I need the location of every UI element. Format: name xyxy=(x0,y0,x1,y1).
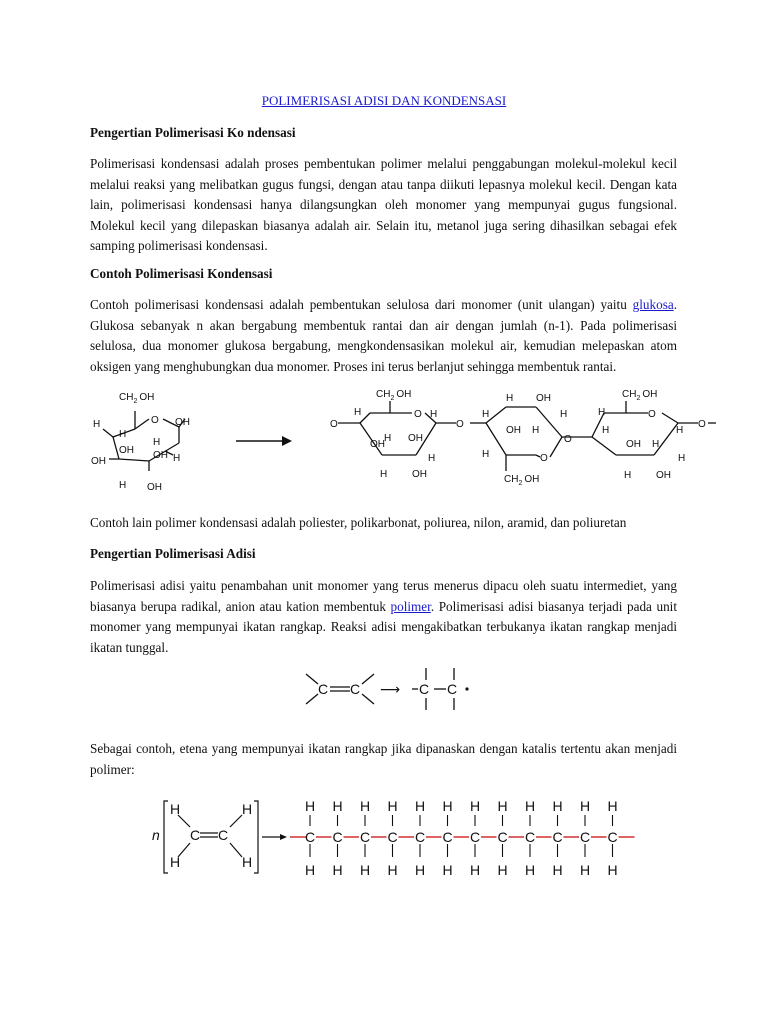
chain-sub-2: 2 xyxy=(518,480,523,487)
paragraph-kondensasi-example xyxy=(90,295,677,377)
glucose-oh-label: OH xyxy=(139,392,155,403)
polymer-hydrogen: H xyxy=(552,798,563,814)
polymer-carbon: C xyxy=(579,829,591,845)
polymer-hydrogen: H xyxy=(387,862,398,878)
polymer-carbon: C xyxy=(359,829,371,845)
chain-ring-oxygen: O xyxy=(648,409,656,420)
polymer-hydrogen: H xyxy=(579,798,591,814)
polymer-hydrogen: H xyxy=(607,862,618,878)
polymer-hydrogen: H xyxy=(524,862,536,878)
glucose-h-label: H xyxy=(93,419,101,430)
adisi-carbon: C xyxy=(447,681,458,697)
reaction-arrow xyxy=(236,434,292,448)
chain-h-label: H xyxy=(560,409,568,420)
page-title[interactable]: POLIMERISASI ADISI DAN KONDENSASI xyxy=(261,93,507,108)
chain-h-label: H xyxy=(506,393,514,404)
polymer-carbon: C xyxy=(497,829,508,845)
chain-sub-2: 2 xyxy=(390,395,395,402)
polymer-hydrogen: H xyxy=(579,862,591,878)
etena-polymer-diagram xyxy=(150,795,630,880)
etena-h: H xyxy=(242,854,253,870)
polymer-carbon: C xyxy=(524,829,536,845)
chain-h-label: H xyxy=(624,470,632,481)
polymer-hydrogen: H xyxy=(524,798,536,814)
cellulose-chain-structure xyxy=(330,385,720,495)
glukosa-link[interactable]: glukosa xyxy=(632,297,674,312)
chain-oh-label: OH xyxy=(412,469,427,480)
glucose-sub-2: 2 xyxy=(133,398,138,405)
paragraph-text: Polimerisasi adisi yaitu penambahan unit monomer yang terus menerus dipacu oleh suatu intermediet, yang biasanya berupa radikal, anion atau kation membentuk xyxy=(90,578,677,614)
svg-text:CH2OH xyxy=(376,389,411,402)
adisi-carbon: C xyxy=(419,681,430,697)
polymer-hydrogen: H xyxy=(442,798,453,814)
etena-c: C xyxy=(190,827,201,843)
polymer-hydrogen: H xyxy=(552,862,563,878)
heading-kondensasi-example: Contoh Polimerisasi Kondensasi xyxy=(90,266,273,281)
glucose-oh-label: OH xyxy=(147,482,162,493)
glucose-ch2-label: CH xyxy=(119,392,134,403)
paragraph-kondensasi-more: Contoh lain polimer kondensasi adalah poliester, polikarbonat, poliurea, nilon, aramid, dan poliuretan xyxy=(90,515,627,530)
chain-ch2-label: CH xyxy=(504,474,519,485)
polymer-carbon: C xyxy=(332,829,343,845)
polymer-hydrogen: H xyxy=(359,862,371,878)
polymer-hydrogen: H xyxy=(304,862,316,878)
adisi-carbon: C xyxy=(318,681,329,697)
chain-h-label: H xyxy=(380,469,388,480)
chain-ring-oxygen: O xyxy=(540,453,548,464)
glucose-h-label: H xyxy=(119,429,127,440)
polymer-carbon: C xyxy=(414,829,426,845)
chain-h-label: H xyxy=(430,409,438,420)
adisi-carbon: C xyxy=(350,681,361,697)
chain-end-oxygen: O xyxy=(698,419,706,430)
chain-h-label: H xyxy=(384,433,392,444)
chain-oh-label: OH xyxy=(524,474,540,485)
chain-h-label: H xyxy=(598,407,606,418)
glucose-oh-label: OH xyxy=(119,445,134,456)
polymer-hydrogen: H xyxy=(414,798,426,814)
paragraph-adisi-definition xyxy=(90,576,677,658)
chain-h-label: H xyxy=(678,453,686,464)
polymer-carbon: C xyxy=(469,829,481,845)
svg-text:CH2OH xyxy=(504,474,539,487)
chain-oh-label: OH xyxy=(408,433,423,444)
etena-h: H xyxy=(242,801,253,817)
chain-oh-label: OH xyxy=(626,439,641,450)
glucose-h-label: H xyxy=(119,480,127,491)
chain-ring-oxygen: O xyxy=(414,409,422,420)
heading-kondensasi-definition: Pengertian Polimerisasi Ko ndensasi xyxy=(90,125,296,140)
polymer-hydrogen: H xyxy=(414,862,426,878)
paragraph-text: Contoh polimerisasi kondensasi adalah pembentukan selulosa dari monomer (unit ulangan) yaitu xyxy=(90,297,633,312)
chain-oh-label: OH xyxy=(396,389,412,400)
polymer-hydrogen: H xyxy=(607,798,618,814)
etena-h: H xyxy=(170,801,181,817)
etena-n-label: n xyxy=(152,827,160,843)
heading-adisi-definition: Pengertian Polimerisasi Adisi xyxy=(90,546,256,561)
polymer-carbon: C xyxy=(442,829,453,845)
paragraph-text: . Polimerisasi adisi biasanya terjadi pada unit monomer yang mempunyai ikatan rangkap. Reaksi adisi mengakibatkan terbukanya ikatan rangkap menjadi ikatan tunggal. xyxy=(90,598,677,655)
glucose-h-label: H xyxy=(173,453,181,464)
chain-oh-label: OH xyxy=(536,393,551,404)
etena-c: C xyxy=(218,827,229,843)
polymer-hydrogen: H xyxy=(304,798,316,814)
glucose-h-label: H xyxy=(153,437,161,448)
polymer-hydrogen: H xyxy=(497,862,508,878)
chain-h-label: H xyxy=(354,407,362,418)
polymer-carbon: C xyxy=(552,829,563,845)
chain-oh-label: OH xyxy=(370,439,385,450)
chain-sub-2: 2 xyxy=(636,395,641,402)
glucose-oh-label: OH xyxy=(153,450,168,461)
svg-text:CH2OH xyxy=(119,392,154,405)
paragraph-adisi-example: Sebagai contoh, etena yang mempunyai ikatan rangkap jika dipanaskan dengan katalis tertentu akan menjadi polimer: xyxy=(90,741,677,777)
chain-oh-label: OH xyxy=(642,389,658,400)
chain-h-label: H xyxy=(532,425,540,436)
chain-h-label: H xyxy=(652,439,660,450)
glucose-ring-oxygen: O xyxy=(151,415,159,426)
polymer-hydrogen: H xyxy=(469,798,481,814)
chain-oxygen: O xyxy=(330,419,338,430)
chain-bridge-oxygen: O xyxy=(456,419,464,430)
adisi-arrow: ⟶ xyxy=(380,681,401,697)
chain-oh-label: OH xyxy=(656,470,671,481)
polymer-carbon: C xyxy=(304,829,316,845)
glucose-oh-label: OH xyxy=(91,456,106,467)
polymer-hydrogen: H xyxy=(387,798,398,814)
paragraph-text: . Glukosa sebanyak n akan bergabung membentuk rantai dan air dengan jumlah (n-1). Pada polimerisasi selulosa, dua monomer glukosa bergabung, mengkondensasikan molekul air, kemudian melepaskan atom oksigen yang menghubungkan dua monomer. Proses ini terus berlanjut sehingga membentuk rantai. xyxy=(90,297,677,374)
polymer-hydrogen: H xyxy=(497,798,508,814)
chain-h-label: H xyxy=(676,425,684,436)
chain-h-label: H xyxy=(428,453,436,464)
chain-bridge-oxygen: O xyxy=(564,434,572,445)
chain-oh-label: OH xyxy=(506,425,521,436)
polymer-hydrogen: H xyxy=(332,862,343,878)
polymer-hydrogen: H xyxy=(469,862,481,878)
paragraph-kondensasi-definition: Polimerisasi kondensasi adalah proses pembentukan polimer melalui penggabungan molekul-molekul kecil melalui reaksi yang melibatkan gugus fungsi, dengan atau tanpa diikuti lepasnya molekul kecil. Dengan kata lain, polimerisasi kondensasi hanya dilangsungkan oleh monomer yang mempunyai gugus fungsional. Molekul kecil yang dilepaskan biasanya adalah air. Selain itu, metanol juga sering dihasilkan sebagai efek samping polimerisasi kondensasi. xyxy=(90,156,677,253)
polymer-hydrogen: H xyxy=(442,862,453,878)
polymer-carbon: C xyxy=(607,829,618,845)
polymer-hydrogen: H xyxy=(332,798,343,814)
chain-h-label: H xyxy=(602,425,610,436)
polymer-hydrogen: H xyxy=(359,798,371,814)
polyethylene-chain xyxy=(262,798,635,878)
adisi-reaction-diagram xyxy=(300,662,480,716)
polymer-carbon: C xyxy=(387,829,398,845)
svg-text:CH2OH xyxy=(622,389,657,402)
chain-h-label: H xyxy=(482,409,490,420)
glucose-oh-label: OH xyxy=(175,417,190,428)
chain-ch2-label: CH xyxy=(376,389,391,400)
glucose-monomer-structure xyxy=(85,385,205,495)
chain-h-label: H xyxy=(482,449,490,460)
polimer-link[interactable]: polimer xyxy=(390,598,431,614)
etena-h: H xyxy=(170,854,181,870)
chain-ch2-label: CH xyxy=(622,389,637,400)
